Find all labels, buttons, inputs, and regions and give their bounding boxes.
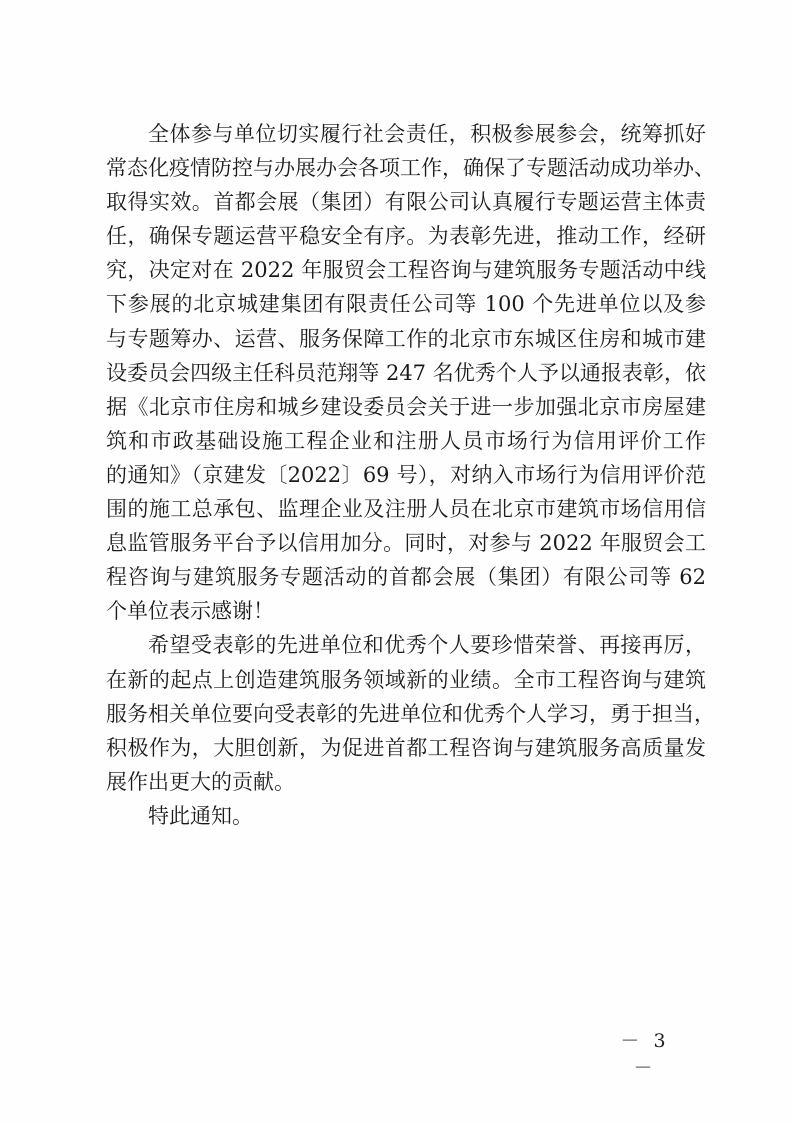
paragraph-line: 常态化疫情防控与办展办会各项工作，确保了专题活动成功举办、 (106, 156, 715, 181)
paragraph-line: 与专题筹办、运营、服务保障工作的北京市东城区住房和城市建 (106, 326, 706, 351)
paragraph-line: 希望受表彰的先进单位和优秀个人要珍惜荣誉、再接再厉， (148, 633, 706, 658)
paragraph-line: 究，决定对在 2022 年服贸会工程咨询与建筑服务专题活动中线 (106, 258, 706, 283)
paragraph-line: 程咨询与建筑服务专题活动的首都会展（集团）有限公司等 62 (106, 565, 706, 590)
paragraph-line: 下参展的北京城建集团有限责任公司等 100 个先进单位以及参 (106, 292, 706, 317)
paragraph-line: 在新的起点上创造建筑服务领域新的业绩。全市工程咨询与建筑 (106, 667, 706, 692)
paragraph-line: 围的施工总承包、监理企业及注册人员在北京市建筑市场信用信 (106, 497, 706, 522)
paragraph-line: 筑和市政基础设施工程企业和注册人员市场行为信用评价工作 (106, 428, 706, 453)
paragraph-line: 据《北京市住房和城乡建设委员会关于进一步加强北京市房屋建 (106, 394, 706, 419)
closing-line: 特此通知。 (148, 803, 253, 828)
body-text (106, 117, 715, 833)
paragraph-line: 服务相关单位要向受表彰的先进单位和优秀个人学习，勇于担当， (106, 701, 715, 726)
paragraph-line: 展作出更大的贡献。 (106, 769, 295, 794)
paragraph-line: 设委员会四级主任科员范翔等 247 名优秀个人予以通报表彰，依 (106, 360, 706, 385)
paragraph-line: 任，确保专题运营平稳安全有序。为表彰先进，推动工作，经研 (106, 224, 706, 249)
paragraph-line: 的通知》（京建发〔2022〕69 号），对纳入市场行为信用评价范 (106, 462, 706, 487)
paragraph-line: 全体参与单位切实履行社会责任，积极参展参会，统筹抓好 (148, 122, 706, 146)
paragraph-line: 个单位表示感谢！ (106, 599, 274, 624)
paragraph-line: 积极作为，大胆创新，为促进首都工程咨询与建筑服务高质量发 (106, 735, 706, 760)
paragraph-line: 息监管服务平台予以信用加分。同时，对参与 2022 年服贸会工 (106, 531, 706, 556)
page-number: － 3 － (620, 1030, 670, 1079)
paragraph-line: 取得实效。首都会展（集团）有限公司认真履行专题运营主体责 (106, 190, 706, 215)
